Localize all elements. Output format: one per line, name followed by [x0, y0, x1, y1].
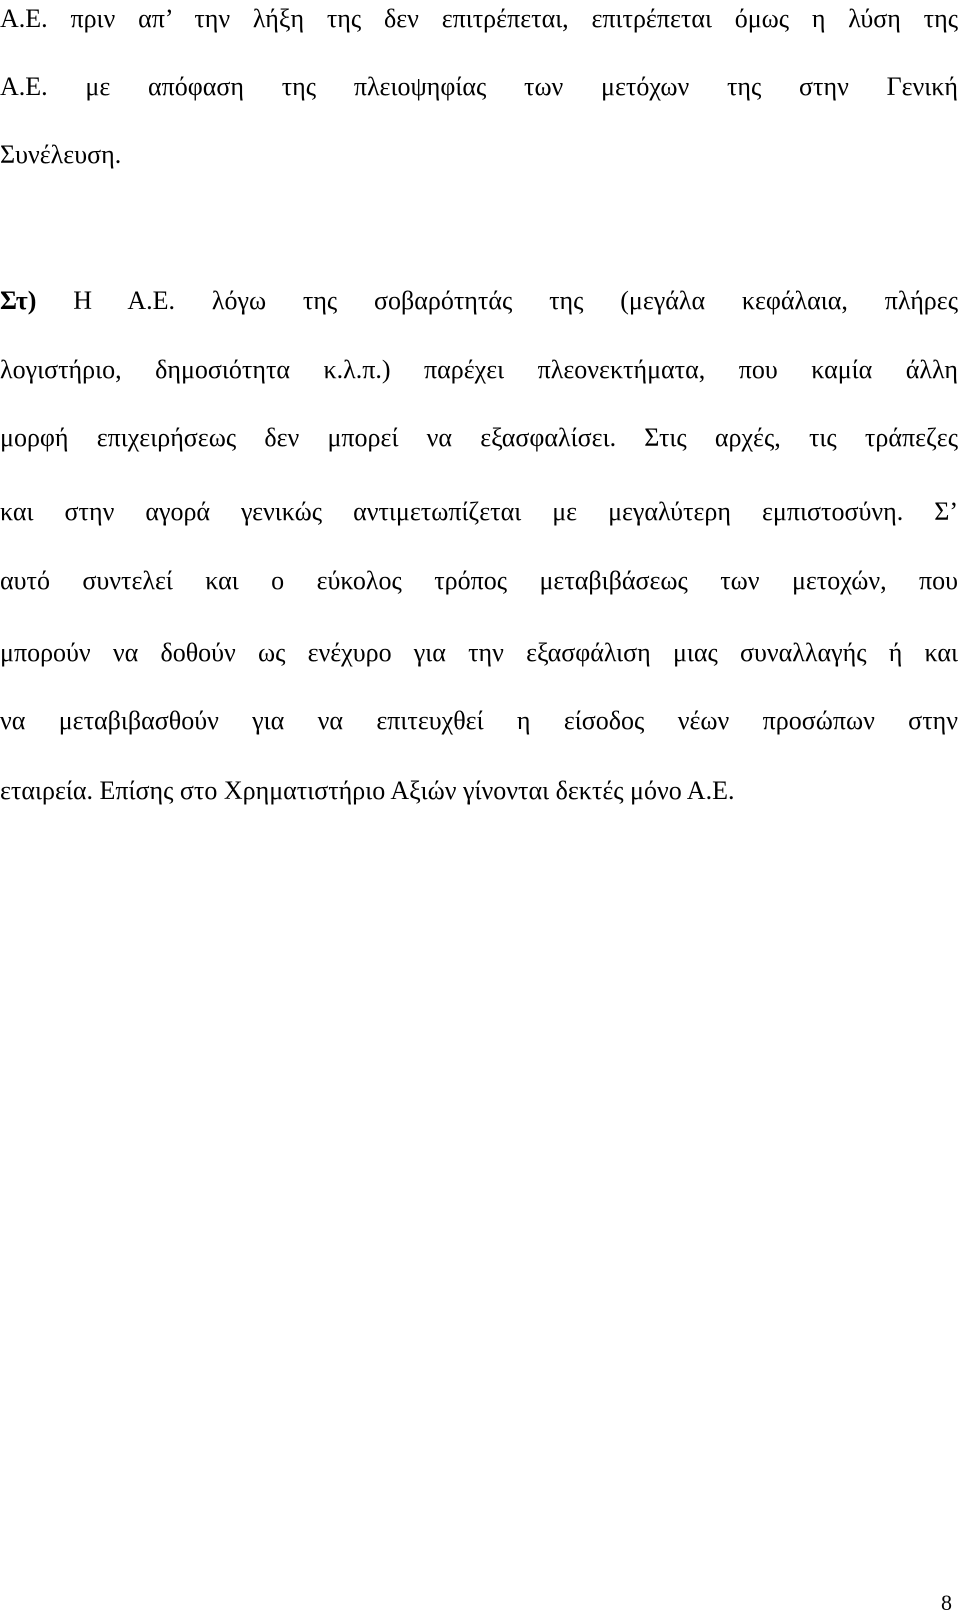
- paragraph-2-line-3: μορφή επιχειρήσεως δεν μπορεί να εξασφαλίσει. Στις αρχές, τις τράπεζες: [0, 423, 958, 452]
- paragraph-2-line-1: [0, 284, 958, 318]
- paragraph-1-line-2: Α.Ε. με απόφαση της πλειοψηφίας των μετόχων της στην Γενική: [0, 72, 958, 101]
- paragraph-2-line-7: να μεταβιβασθούν για να επιτευχθεί η είσοδος νέων προσώπων στην: [0, 706, 958, 735]
- paragraph-1-line-3: Συνέλευση.: [0, 140, 122, 169]
- paragraph-2-line-4: και στην αγορά γενικώς αντιμετωπίζεται με μεγαλύτερη εμπιστοσύνη. Σ’: [0, 497, 958, 526]
- paragraph-1-line-1: Α.Ε. πριν απ’ την λήξη της δεν επιτρέπεται, επιτρέπεται όμως η λύση της: [0, 4, 958, 33]
- list-marker: Στ): [0, 286, 37, 315]
- paragraph-2-line-1-text: Η Α.Ε. λόγω της σοβαρότητάς της (μεγάλα κεφάλαια, πλήρες: [73, 286, 958, 315]
- page-number: 8: [941, 1590, 952, 1615]
- paragraph-2-line-5: αυτό συντελεί και ο εύκολος τρόπος μεταβιβάσεως των μετοχών, που: [0, 566, 958, 595]
- paragraph-2-line-6: μπορούν να δοθούν ως ενέχυρο για την εξασφάλιση μιας συναλλαγής ή και: [0, 638, 958, 667]
- paragraph-2-line-8: εταιρεία. Επίσης στο Χρηματιστήριο Αξιών γίνονται δεκτές μόνο Α.Ε.: [0, 776, 735, 805]
- paragraph-2-line-2: λογιστήριο, δημοσιότητα κ.λ.π.) παρέχει πλεονεκτήματα, που καμία άλλη: [0, 355, 958, 384]
